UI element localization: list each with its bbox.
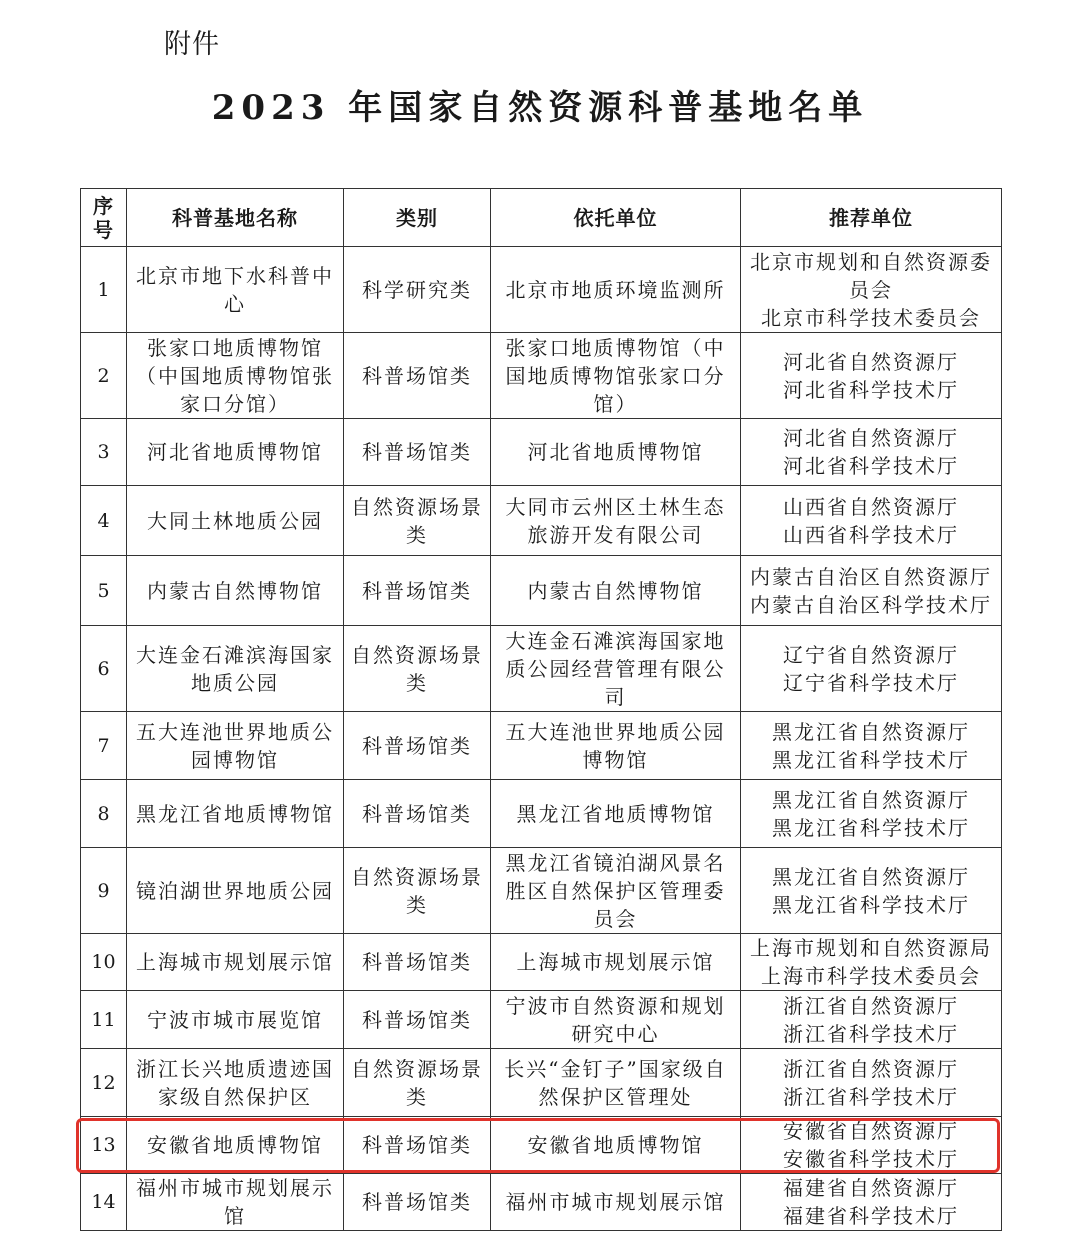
cell-name: 五大连池世界地质公园博物馆 xyxy=(127,712,344,780)
cell-host: 黑龙江省镜泊湖风景名胜区自然保护区管理委员会 xyxy=(491,848,741,934)
cell-category: 科普场馆类 xyxy=(344,934,491,991)
cell-name: 上海城市规划展示馆 xyxy=(127,934,344,991)
header-recommender: 推荐单位 xyxy=(741,189,1002,247)
cell-name: 河北省地质博物馆 xyxy=(127,419,344,486)
cell-category: 科学研究类 xyxy=(344,247,491,333)
cell-category: 科普场馆类 xyxy=(344,780,491,848)
cell-seq: 1 xyxy=(81,247,127,333)
cell-recommender: 河北省自然资源厅 河北省科学技术厅 xyxy=(741,419,1002,486)
document-title: 2023 年国家自然资源科普基地名单 xyxy=(211,88,869,128)
cell-host: 安徽省地质博物馆 xyxy=(491,1117,741,1174)
cell-host: 北京市地质环境监测所 xyxy=(491,247,741,333)
cell-category: 科普场馆类 xyxy=(344,991,491,1049)
header-seq: 序号 xyxy=(81,189,127,247)
cell-host: 上海城市规划展示馆 xyxy=(491,934,741,991)
cell-seq: 2 xyxy=(81,333,127,419)
table-row xyxy=(81,486,1002,556)
table-row xyxy=(81,1049,1002,1117)
cell-seq: 4 xyxy=(81,486,127,556)
cell-seq: 14 xyxy=(81,1174,127,1231)
cell-recommender: 北京市规划和自然资源委员会 北京市科学技术委员会 xyxy=(741,247,1002,333)
cell-host: 张家口地质博物馆（中国地质博物馆张家口分馆） xyxy=(491,333,741,419)
cell-name: 北京市地下水科普中心 xyxy=(127,247,344,333)
table-row xyxy=(81,419,1002,486)
cell-seq: 5 xyxy=(81,556,127,626)
cell-seq: 7 xyxy=(81,712,127,780)
cell-category: 自然资源场景类 xyxy=(344,626,491,712)
table-header-row xyxy=(81,189,1002,247)
table-row xyxy=(81,556,1002,626)
cell-recommender: 河北省自然资源厅 河北省科学技术厅 xyxy=(741,333,1002,419)
cell-name: 浙江长兴地质遗迹国家级自然保护区 xyxy=(127,1049,344,1117)
cell-category: 科普场馆类 xyxy=(344,333,491,419)
science-base-table xyxy=(80,188,1002,1231)
table-body xyxy=(81,247,1002,1231)
table-row xyxy=(81,991,1002,1049)
header-name: 科普基地名称 xyxy=(127,189,344,247)
table-row xyxy=(81,626,1002,712)
table-row xyxy=(81,780,1002,848)
cell-recommender: 浙江省自然资源厅 浙江省科学技术厅 xyxy=(741,991,1002,1049)
cell-category: 自然资源场景类 xyxy=(344,848,491,934)
table-row xyxy=(81,848,1002,934)
cell-recommender: 山西省自然资源厅 山西省科学技术厅 xyxy=(741,486,1002,556)
cell-host: 五大连池世界地质公园博物馆 xyxy=(491,712,741,780)
cell-seq: 12 xyxy=(81,1049,127,1117)
cell-host: 宁波市自然资源和规划研究中心 xyxy=(491,991,741,1049)
cell-recommender: 浙江省自然资源厅 浙江省科学技术厅 xyxy=(741,1049,1002,1117)
cell-name: 大连金石滩滨海国家地质公园 xyxy=(127,626,344,712)
cell-seq: 13 xyxy=(81,1117,127,1174)
cell-category: 科普场馆类 xyxy=(344,1174,491,1231)
cell-name: 张家口地质博物馆（中国地质博物馆张家口分馆） xyxy=(127,333,344,419)
table-row xyxy=(81,712,1002,780)
cell-recommender: 内蒙古自治区自然资源厅 内蒙古自治区科学技术厅 xyxy=(741,556,1002,626)
cell-name: 黑龙江省地质博物馆 xyxy=(127,780,344,848)
cell-seq: 9 xyxy=(81,848,127,934)
cell-host: 黑龙江省地质博物馆 xyxy=(491,780,741,848)
table-row xyxy=(81,1174,1002,1231)
cell-seq: 3 xyxy=(81,419,127,486)
cell-host: 河北省地质博物馆 xyxy=(491,419,741,486)
cell-recommender: 上海市规划和自然资源局 上海市科学技术委员会 xyxy=(741,934,1002,991)
cell-category: 自然资源场景类 xyxy=(344,486,491,556)
header-host: 依托单位 xyxy=(491,189,741,247)
cell-name: 福州市城市规划展示馆 xyxy=(127,1174,344,1231)
cell-recommender: 辽宁省自然资源厅 辽宁省科学技术厅 xyxy=(741,626,1002,712)
cell-category: 自然资源场景类 xyxy=(344,1049,491,1117)
table-row xyxy=(81,247,1002,333)
cell-seq: 10 xyxy=(81,934,127,991)
cell-name: 内蒙古自然博物馆 xyxy=(127,556,344,626)
cell-recommender: 黑龙江省自然资源厅 黑龙江省科学技术厅 xyxy=(741,712,1002,780)
cell-host: 大连金石滩滨海国家地质公园经营管理有限公司 xyxy=(491,626,741,712)
cell-seq: 8 xyxy=(81,780,127,848)
cell-recommender: 黑龙江省自然资源厅 黑龙江省科学技术厅 xyxy=(741,780,1002,848)
cell-name: 安徽省地质博物馆 xyxy=(127,1117,344,1174)
cell-host: 福州市城市规划展示馆 xyxy=(491,1174,741,1231)
cell-host: 内蒙古自然博物馆 xyxy=(491,556,741,626)
cell-seq: 11 xyxy=(81,991,127,1049)
cell-category: 科普场馆类 xyxy=(344,556,491,626)
table-row xyxy=(81,333,1002,419)
table-row xyxy=(81,934,1002,991)
attachment-label: 附件 xyxy=(164,29,220,60)
cell-seq: 6 xyxy=(81,626,127,712)
cell-recommender: 福建省自然资源厅 福建省科学技术厅 xyxy=(741,1174,1002,1231)
cell-host: 大同市云州区土林生态旅游开发有限公司 xyxy=(491,486,741,556)
header-category: 类别 xyxy=(344,189,491,247)
cell-recommender: 黑龙江省自然资源厅 黑龙江省科学技术厅 xyxy=(741,848,1002,934)
cell-category: 科普场馆类 xyxy=(344,1117,491,1174)
cell-recommender: 安徽省自然资源厅 安徽省科学技术厅 xyxy=(741,1117,1002,1174)
cell-host: 长兴“金钉子”国家级自然保护区管理处 xyxy=(491,1049,741,1117)
cell-name: 宁波市城市展览馆 xyxy=(127,991,344,1049)
cell-category: 科普场馆类 xyxy=(344,712,491,780)
cell-name: 镜泊湖世界地质公园 xyxy=(127,848,344,934)
cell-category: 科普场馆类 xyxy=(344,419,491,486)
table-row xyxy=(81,1117,1002,1174)
cell-name: 大同土林地质公园 xyxy=(127,486,344,556)
